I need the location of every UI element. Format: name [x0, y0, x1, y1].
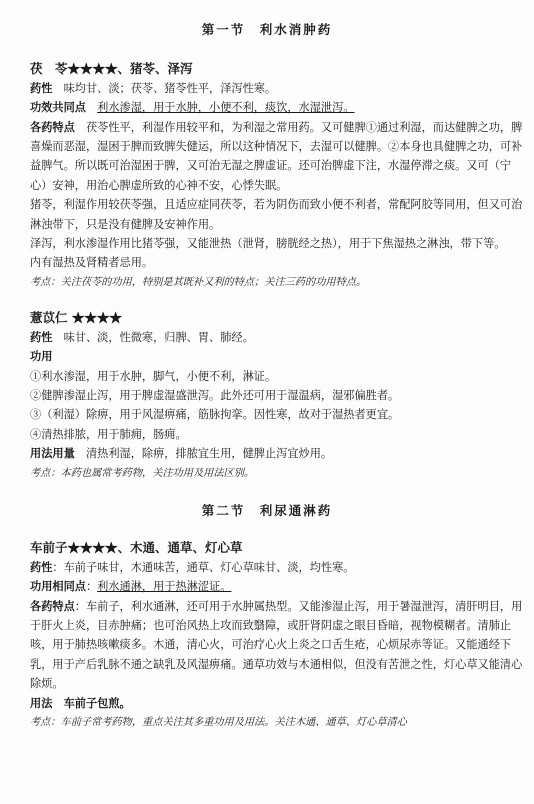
kaodian-note: 考点：关注茯苓的功用，特别是其既补又利的特点；关注三药的功用特点。	[30, 276, 367, 288]
cheqianzi-xingwei: 药性：车前子味甘，木通味苦，通草、灯心草味甘、淡，均性寒。	[30, 559, 355, 574]
text-tongdian: 利水渗湿，用于水肿，小便不利，痰饮，水湿泄泻。	[97, 101, 355, 115]
herb-heading-cheqianzi: 车前子★★★★、木通、通草、灯心草	[30, 540, 243, 556]
kaodian-note: 考点：车前子常考药物，重点关注其多重功用及用法。关注木通、通草、灯心草清心	[30, 717, 407, 728]
herb-heading-yiyiren: 薏苡仁 ★★★★	[30, 310, 122, 326]
section-title: 第一节 利水消肿药	[201, 22, 333, 37]
label-yongfa: 用法用量	[30, 446, 75, 461]
label-tedian: 各药特点	[30, 119, 75, 134]
fuling-tongdian	[10, 98, 524, 117]
text-tedian: 茯苓性平，利湿作用较平和，为利湿之常用药。又可健脾①通过利湿，而达健脾之功，脾喜燥而恶湿，湿困于脾而致脾失健运，所以这种情况下，去湿可以健脾。②本身也具健脾之功，可补益脾气。所以既可治湿困于脾，又可治无湿之脾虚证。还可治脾虚下注，水湿停滞之痰。又可（宁心）安神，用治心脾虚所致的心神不安，心悸失眠。	[30, 120, 523, 192]
yiyiren-yongfa	[10, 444, 524, 463]
kaodian-note: 考点：本药也属常考药物，关注功用及用法区别。	[30, 467, 255, 479]
gongyong-item: ①利水渗湿，用于水肿，脚气，小便不利，淋证。	[30, 369, 277, 383]
yiyiren-xingwei	[10, 328, 524, 347]
label-xingwei: 药性	[30, 80, 53, 95]
jinji-paragraph: 内有湿热及肾精者忌用。	[30, 256, 154, 270]
label-xingwei: 药性	[30, 559, 53, 574]
label-tongdian: 功用相同点	[30, 579, 86, 594]
label-tedian: 各药特点	[30, 598, 75, 613]
label-tongdian: 功效共同点	[30, 100, 86, 115]
zhuling-paragraph: 猪苓，利湿作用较茯苓强，且适应症同茯苓，若为阴伤而致小便不利者，常配阿胶等同用，但又可治淋浊带下，只是没有健脾及安神作用。	[30, 198, 523, 231]
gongyong-item: ②健脾渗湿止泻，用于脾虚湿盛泄泻。此外还可用于湿温病，湿邪偏胜者。	[30, 388, 400, 402]
cheqianzi-tedian: 各药特点：车前子，利水通淋，还可用于水肿属热型。又能渗湿止泻，用于暑湿泄泻，清肝明目，用于肝火上炎，目赤肿痛；也可治风热上攻而致翳障，或肝肾阴虚之眼目昏暗，视物模糊者。清肺止咳，用于肺热咳嗽痰多。木通，清心火，可治疗心火上炎之口舌生疮，心烦尿赤等证。又能通经下乳，用于产后乳脉不通之缺乳及风湿痹痛。通草功效与木通相似，但没有苦泄之性，灯心草又能清心除烦。	[30, 598, 523, 691]
gongyong-item: ③（利湿）除痹，用于风湿痹痛，筋脉拘挛。因性寒，故对于湿热者更宜。	[30, 408, 400, 422]
text-tedian: 车前子，利水通淋，还可用于水肿属热型。又能渗湿止泻，用于暑湿泄泻，清肝明目，用于肝火上炎，目赤肿痛；也可治风热上攻而致翳障，或肝肾阴虚之眼目昏暗，视物模糊者。清肺止咳，用于肺热咳嗽痰多。木通，清心火，可治疗心火上炎之口舌生疮，心烦尿赤等证。又能通经下乳，用于产后乳脉不通之缺乳及风湿痹痛。通草功效与木通相似，但没有苦泄之性，灯心草又能清心除烦。	[30, 599, 523, 691]
zexie-paragraph: 泽泻，利水渗湿作用比猪苓强，又能泄热（泄肾，膀胱经之热），用于下焦湿热之淋浊，带下等。	[30, 237, 506, 251]
label-gongyong: 功用	[30, 349, 53, 364]
label-yongfa: 用法	[30, 695, 53, 710]
text-tongdian: 利水通淋，用于热淋涩证。	[97, 580, 232, 594]
gongyong-item: ④清热排脓，用于肺痈，肠痈。	[30, 427, 187, 441]
label-xingwei: 药性	[30, 329, 53, 344]
fuling-tedian	[10, 118, 524, 196]
text-xingwei: 味均甘、淡；茯苓、猪苓性平，泽泻性寒。	[63, 81, 277, 95]
text-xingwei: 味甘、淡，性微寒，归脾、胃、肺经。	[63, 330, 254, 344]
text-yongfa: 车前子包煎。	[63, 695, 131, 710]
fuling-xingwei	[10, 79, 524, 98]
text-xingwei: 车前子味甘，木通味苦，通草、灯心草味甘、淡，均性寒。	[63, 560, 355, 574]
text-yongfa: 清热利湿，除痹，排脓宜生用，健脾止泻宜炒用。	[85, 447, 333, 461]
cheqianzi-tongdian: 功用相同点：利水通淋，用于热淋涩证。	[30, 579, 232, 594]
section-title: 第二节 利尿通淋药	[201, 502, 333, 518]
cheqianzi-yongfa	[10, 694, 524, 713]
herb-heading-fuling: 茯 苓★★★★、猪苓、泽泻	[30, 61, 193, 77]
